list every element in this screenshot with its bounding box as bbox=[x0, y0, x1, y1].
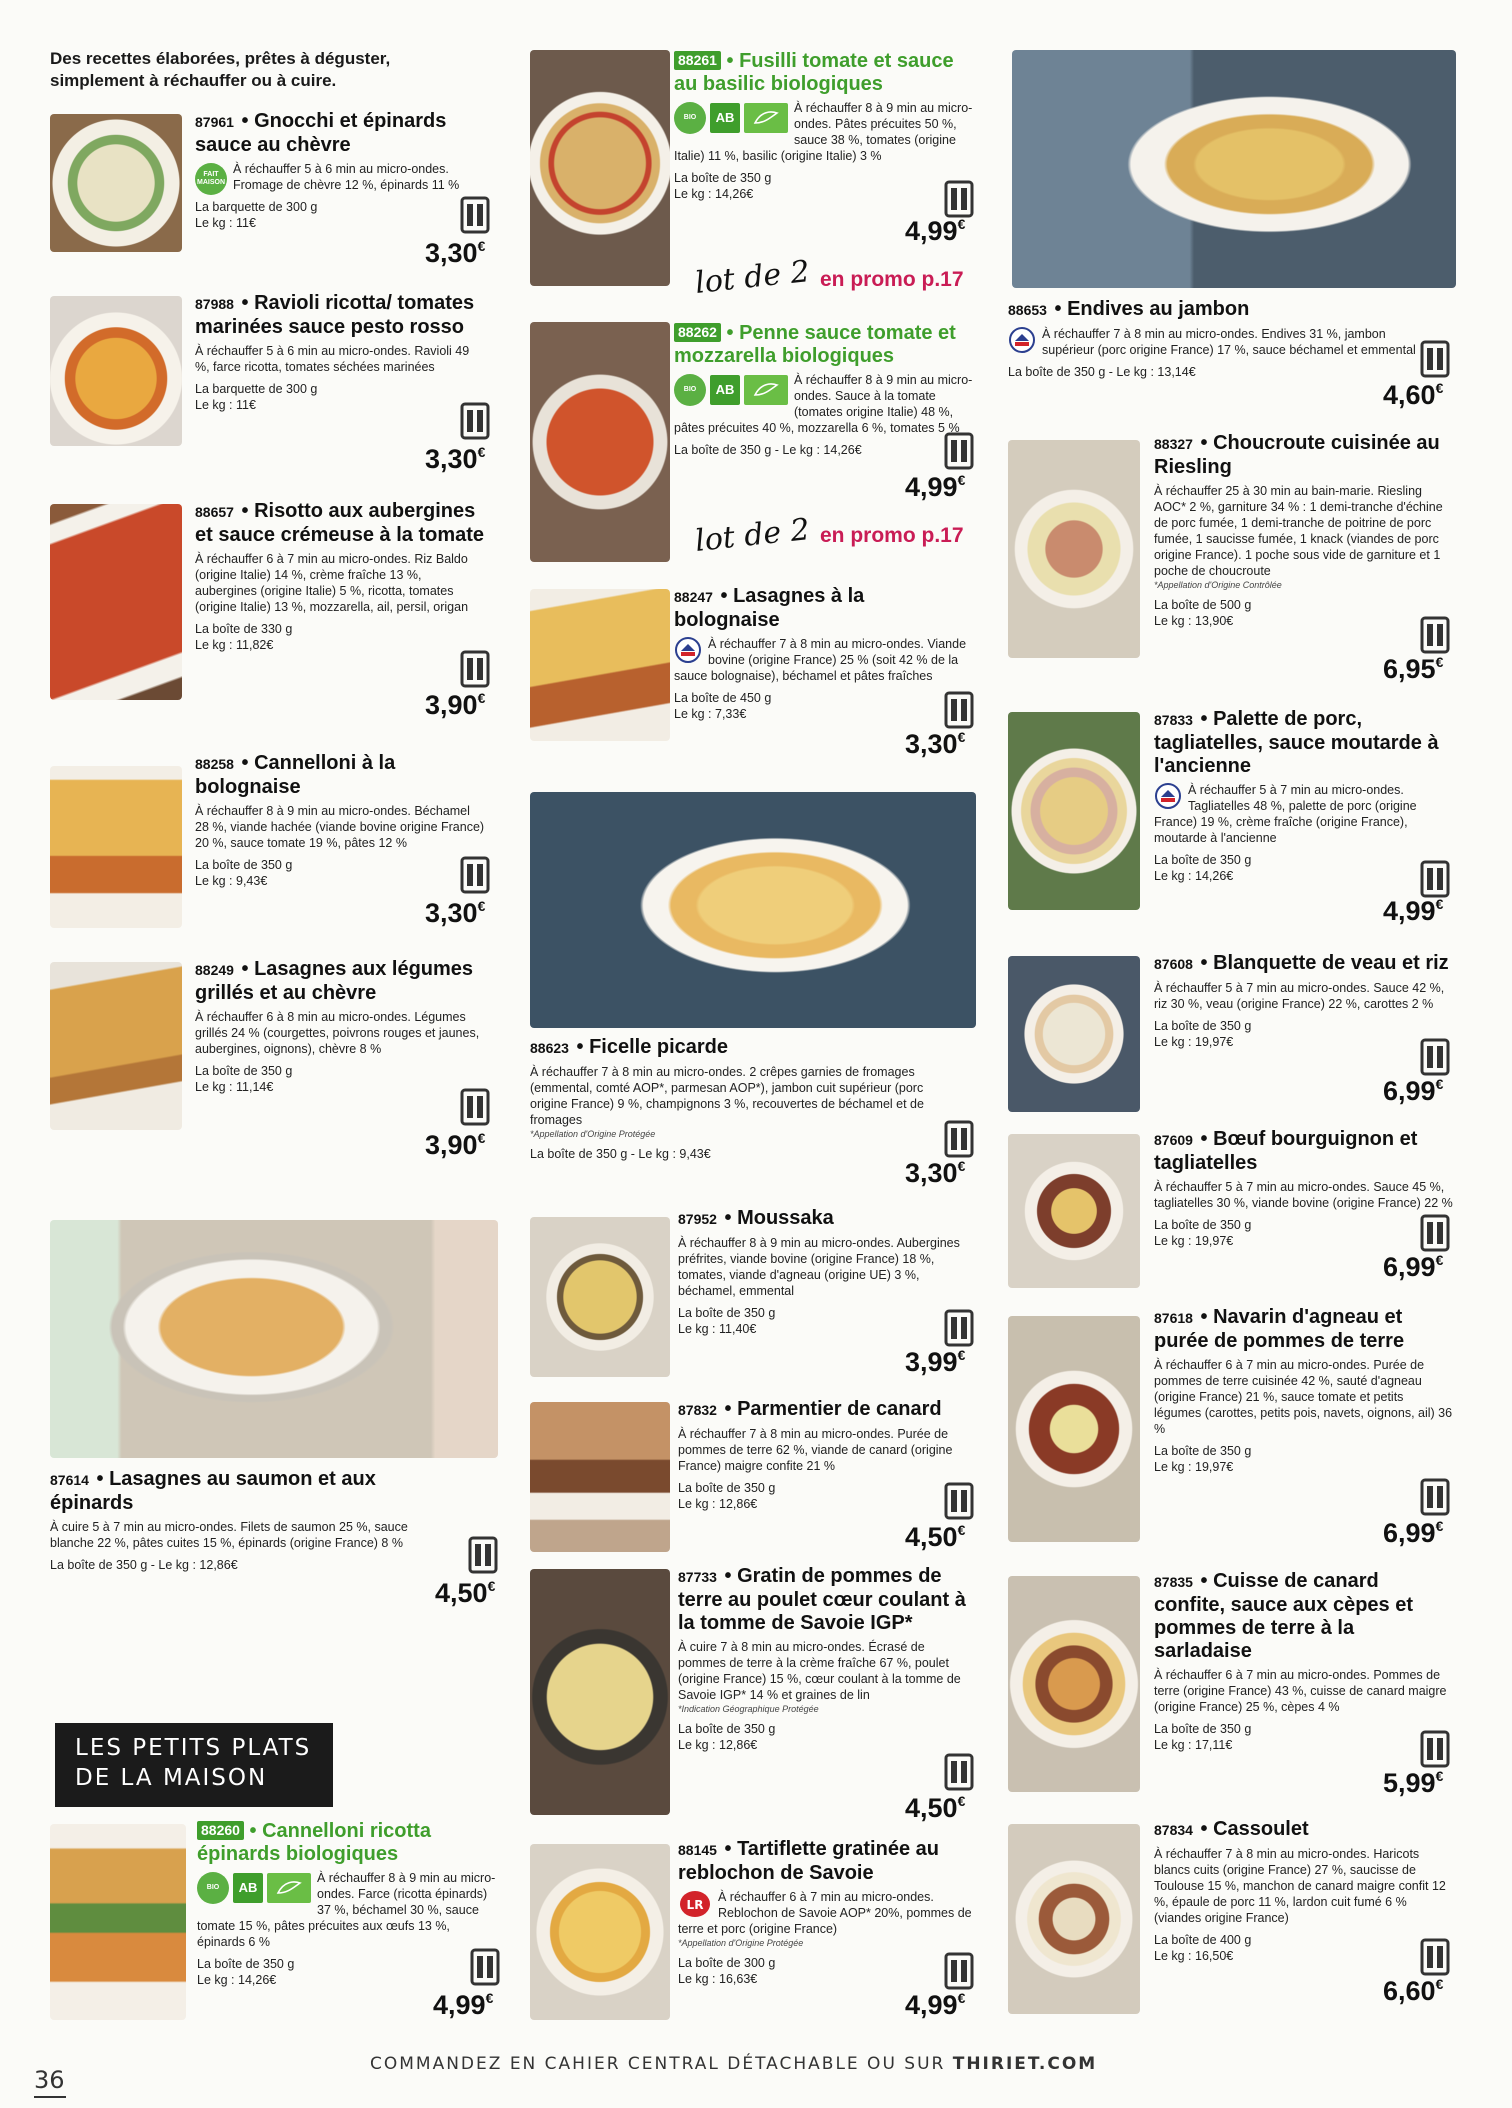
product-price-per-kg: Le kg : 11,40€ bbox=[678, 1322, 757, 1336]
product-boeuf-bourguignon[interactable] bbox=[1008, 1128, 1458, 1298]
product-navarin[interactable] bbox=[1008, 1306, 1458, 1556]
product-description: À réchauffer 5 à 7 min au micro-ondes. Sauce 42 %, riz 30 %, veau (origine France) 22 %, carottes 2 % bbox=[1154, 981, 1445, 1011]
product-price-per-kg: Le kg : 12,86€ bbox=[678, 1497, 758, 1511]
product-tartiflette[interactable] bbox=[530, 1838, 980, 2028]
product-price-per-kg: Le kg : 14,26€ bbox=[674, 187, 754, 201]
product-description: À réchauffer 7 à 8 min au micro-ondes. Viande bovine (origine France) 25 % (soit 42 % de la sauce bolognaise), béchamel et pâtes fraîches bbox=[674, 637, 967, 683]
product-price: 4,99€ bbox=[905, 1990, 966, 2020]
product-title: 87835 • Cuisse de canard confite, sauce aux cèpes et pommes de terre à la sarladaise bbox=[1154, 1570, 1414, 1662]
product-pack: La boîte de 350 g bbox=[678, 1306, 776, 1320]
bio-logos bbox=[674, 102, 788, 134]
product-footnote: *Appellation d'Origine Protégée bbox=[678, 1938, 804, 1948]
product-price: 6,60€ bbox=[1383, 1976, 1444, 2006]
product-description: À cuire 5 à 7 min au micro-ondes. Filets de saumon 25 %, sauce blanche 22 %, pâtes cuites 15 %, épinards (origine France) 8 % bbox=[50, 1520, 408, 1550]
product-description: À réchauffer 5 à 6 min au micro-ondes. Ravioli 49 %, farce ricotta, tomates séchées marinées bbox=[195, 344, 470, 374]
product-photo bbox=[1008, 1316, 1140, 1542]
product-description: À réchauffer 8 à 9 min au micro-ondes. Aubergines préfrites, viande bovine (origine France) 18 %, tomates, viande d'agneau (origine UE) 3 %, béchamel, emmental bbox=[678, 1236, 960, 1298]
product-description: À réchauffer 5 à 7 min au micro-ondes. Tagliatelles 48 %, palette de porc (origine France) 19 %, crème fraîche (origine France), moutarde à l'ancienne bbox=[1154, 783, 1417, 845]
product-pack: La boîte de 350 g bbox=[1154, 1722, 1252, 1736]
product-title: 87834 • Cassoulet bbox=[1154, 1818, 1309, 1840]
product-price: 4,60€ bbox=[1383, 380, 1444, 410]
product-photo bbox=[530, 50, 670, 286]
product-photo bbox=[530, 792, 976, 1028]
product-description: À réchauffer 25 à 30 min au bain-marie. Riesling AOC* 2 %, garniture 34 % : 1 demi-tranche d'échine de porc fumée, 1 demi-tranche de poitrine de porc fumée, 1 saucisse fumée, 1 knack (viandes de porc origine France). 1 poche sous vide de garniture et 1 poche de choucroute bbox=[1154, 484, 1443, 578]
product-price: 4,99€ bbox=[1383, 896, 1444, 926]
product-fusilli[interactable] bbox=[530, 50, 980, 310]
product-price: 6,95€ bbox=[1383, 654, 1444, 684]
product-pack: La boîte de 350 g bbox=[678, 1481, 776, 1495]
product-photo bbox=[50, 114, 182, 252]
product-title: 87961 • Gnocchi et épinards sauce au chèvre bbox=[195, 110, 447, 156]
product-photo bbox=[530, 589, 670, 741]
product-pack: La boîte de 350 g bbox=[674, 171, 772, 185]
product-pack: La boîte de 350 g bbox=[195, 1064, 293, 1078]
product-description: À réchauffer 7 à 8 min au micro-ondes. Purée de pommes de terre 62 %, viande de canard (origine France) maigre confite 21 % bbox=[678, 1427, 953, 1473]
microwave-icon bbox=[470, 1948, 500, 1986]
product-price-per-kg: Le kg : 19,97€ bbox=[1154, 1234, 1234, 1248]
microwave-icon bbox=[944, 1952, 974, 1990]
product-lasagnes-bolognaise[interactable] bbox=[530, 585, 980, 785]
product-title: 88262 • Penne sauce tomate et mozzarella biologiques bbox=[674, 322, 956, 367]
product-price-per-kg: Le kg : 16,63€ bbox=[678, 1972, 758, 1986]
product-title: 87733 • Gratin de pommes de terre au poulet cœur coulant à la tomme de Savoie IGP* bbox=[678, 1565, 966, 1634]
viande-francaise-logo bbox=[674, 636, 702, 664]
product-title: 88260 • Cannelloni ricotta épinards biologiques bbox=[197, 1820, 431, 1865]
product-description: À réchauffer 6 à 7 min au micro-ondes. Pommes de terre (origine France) 43 %, cuisse de canard maigre (origine France) 25 %, cèpes 4 % bbox=[1154, 1668, 1447, 1714]
product-price: 6,99€ bbox=[1383, 1076, 1444, 1106]
product-risotto[interactable] bbox=[50, 500, 490, 730]
product-price: 4,99€ bbox=[433, 1990, 494, 2020]
product-title: 87952 • Moussaka bbox=[678, 1207, 834, 1229]
product-description: À réchauffer 6 à 8 min au micro-ondes. Légumes grillés 24 % (courgettes, poivrons rouges et jaunes, aubergines, oignons), chèvre 8 % bbox=[195, 1010, 480, 1056]
product-photo bbox=[1008, 956, 1140, 1112]
microwave-icon bbox=[1420, 616, 1450, 654]
microwave-icon bbox=[1420, 340, 1450, 378]
product-pack: La boîte de 350 g bbox=[1154, 1218, 1252, 1232]
microwave-icon bbox=[944, 432, 974, 470]
product-price-per-kg: Le kg : 7,33€ bbox=[674, 707, 747, 721]
product-pack: La boîte de 350 g bbox=[1154, 853, 1252, 867]
product-title: 88258 • Cannelloni à la bolognaise bbox=[195, 752, 396, 798]
viande-francaise-logo bbox=[1008, 326, 1036, 354]
svg-text:LR: LR bbox=[686, 1898, 704, 1912]
product-pack: La boîte de 350 g bbox=[678, 1722, 776, 1736]
product-title: 87614 • Lasagnes au saumon et aux épinards bbox=[50, 1468, 376, 1514]
label-rouge-logo bbox=[678, 1889, 712, 1919]
product-title: 88261 • Fusilli tomate et sauce au basilic biologiques bbox=[674, 50, 954, 95]
product-footnote: *Appellation d'Origine Contrôlée bbox=[1154, 580, 1282, 590]
microwave-icon bbox=[468, 1536, 498, 1574]
product-photo bbox=[50, 962, 182, 1130]
product-moussaka[interactable] bbox=[530, 1207, 980, 1392]
product-photo bbox=[530, 1569, 670, 1815]
product-description: À réchauffer 8 à 9 min au micro-ondes. Sauce à la tomate (tomates origine Italie) 48 %, pâtes précuites 40 %, mozzarella 6 %, tomates 5 % bbox=[674, 373, 973, 435]
product-gratin-poulet[interactable] bbox=[530, 1565, 980, 1835]
product-description: À réchauffer 7 à 8 min au micro-ondes. Endives 31 %, jambon supérieur (porc origine France) 17 %, sauce béchamel et emmental bbox=[1042, 327, 1416, 357]
product-pack: La barquette de 300 g bbox=[195, 200, 318, 214]
product-blanquette[interactable] bbox=[1008, 952, 1458, 1122]
microwave-icon bbox=[1420, 1214, 1450, 1252]
microwave-icon bbox=[944, 1309, 974, 1347]
product-pack: La barquette de 300 g bbox=[195, 382, 318, 396]
product-title: 87618 • Navarin d'agneau et purée de pommes de terre bbox=[1154, 1306, 1405, 1352]
product-pack: La boîte de 330 g bbox=[195, 622, 293, 636]
product-pack: La boîte de 350 g - Le kg : 14,26€ bbox=[674, 443, 862, 457]
product-photo bbox=[1008, 1576, 1140, 1792]
product-title: 88247 • Lasagnes à la bolognaise bbox=[674, 585, 865, 631]
product-price-per-kg: Le kg : 17,11€ bbox=[1154, 1738, 1233, 1752]
product-description: À réchauffer 7 à 8 min au micro-ondes. Haricots blancs cuits (origine France) 27 %, saucisse de Toulouse 15 %, manchon de canard maigre confit 12 %, épaule de porc 11 %, lardon cuit fumé 6 % (viandes origine France) bbox=[1154, 1847, 1446, 1925]
product-description: À réchauffer 8 à 9 min au micro-ondes. Pâtes précuites 50 %, sauce 38 %, tomates (origine Italie) 11 %, basilic (origine Italie) 3 % bbox=[674, 101, 973, 163]
product-price-per-kg: Le kg : 16,50€ bbox=[1154, 1949, 1234, 1963]
product-price: 5,99€ bbox=[1383, 1768, 1444, 1798]
fabrique-en-france-logo: BIO bbox=[197, 1872, 229, 1904]
product-price: 4,50€ bbox=[905, 1522, 966, 1552]
promo-link[interactable]: en promo p.17 bbox=[820, 524, 964, 547]
product-photo bbox=[1008, 1134, 1140, 1288]
microwave-icon bbox=[1420, 1038, 1450, 1076]
product-endives[interactable] bbox=[1008, 50, 1458, 420]
product-price: 3,90€ bbox=[425, 690, 486, 720]
product-price: 4,99€ bbox=[905, 216, 966, 246]
ab-logo: AB bbox=[710, 103, 740, 133]
microwave-icon bbox=[460, 196, 490, 234]
product-footnote: *Appellation d'Origine Protégée bbox=[530, 1129, 656, 1139]
page-number-underline bbox=[34, 2096, 66, 2098]
product-title: 88657 • Risotto aux aubergines et sauce crémeuse à la tomate bbox=[195, 500, 485, 546]
product-title: 87609 • Bœuf bourguignon et tagliatelles bbox=[1154, 1128, 1418, 1174]
product-price-per-kg: Le kg : 19,97€ bbox=[1154, 1460, 1234, 1474]
product-price-per-kg: Le kg : 11,82€ bbox=[195, 638, 274, 652]
microwave-icon bbox=[460, 650, 490, 688]
product-price: 3,99€ bbox=[905, 1347, 966, 1377]
section-banner: LES PETITS PLATS DE LA MAISON bbox=[55, 1723, 333, 1807]
product-pack: La boîte de 400 g bbox=[1154, 1933, 1252, 1947]
microwave-icon bbox=[944, 180, 974, 218]
microwave-icon bbox=[1420, 1730, 1450, 1768]
product-cuisse-canard[interactable] bbox=[1008, 1570, 1458, 1810]
product-description: À réchauffer 5 à 6 min au micro-ondes. Fromage de chèvre 12 %, épinards 11 % bbox=[233, 162, 460, 192]
product-lasagnes-legumes[interactable] bbox=[50, 958, 490, 1168]
product-photo bbox=[1008, 1824, 1140, 2014]
product-price: 3,30€ bbox=[425, 444, 486, 474]
product-photo bbox=[1008, 440, 1140, 658]
product-pack: La boîte de 350 g bbox=[1154, 1019, 1252, 1033]
product-price: 4,99€ bbox=[905, 472, 966, 502]
product-photo bbox=[50, 1220, 498, 1458]
product-pack: La boîte de 300 g bbox=[678, 1956, 776, 1970]
product-ravioli[interactable] bbox=[50, 292, 490, 472]
product-title: 87833 • Palette de porc, tagliatelles, sauce moutarde à l'ancienne bbox=[1154, 708, 1439, 777]
viande-francaise-logo bbox=[1154, 782, 1182, 810]
product-description: À réchauffer 7 à 8 min au micro-ondes. 2 crêpes garnies de fromages (emmental, comté AOP*, parmesan AOP*), jambon cuit supérieur (porc origine France) 9 %, champignons 3 %, recouvertes de béchamel et de fromages bbox=[530, 1065, 924, 1127]
product-photo bbox=[530, 1217, 670, 1377]
product-description: À cuire 7 à 8 min au micro-ondes. Écrasé de pommes de terre à la crème fraîche 67 %, poulet (origine France) 15 %, cœur coulant à la tomme de Savoie IGP* 14 % et graines de lin bbox=[678, 1640, 961, 1702]
product-photo bbox=[50, 1824, 186, 2020]
microwave-icon bbox=[1420, 1938, 1450, 1976]
microwave-icon bbox=[944, 1753, 974, 1791]
product-pack: La boîte de 350 g - Le kg : 9,43€ bbox=[530, 1147, 711, 1161]
microwave-icon bbox=[460, 1088, 490, 1126]
bio-logos bbox=[674, 374, 788, 406]
product-description: À réchauffer 6 à 7 min au micro-ondes. Purée de pommes de terre cuisinée 42 %, sauté d'agneau (origine France) 21 %, sauce tomate et petits légumes (carottes, petits pois, navets, oignons, ail) 36 % bbox=[1154, 1358, 1453, 1436]
product-price-per-kg: Le kg : 19,97€ bbox=[1154, 1035, 1234, 1049]
product-price: 6,99€ bbox=[1383, 1518, 1444, 1548]
bio-logos bbox=[197, 1872, 311, 1904]
product-title: 88653 • Endives au jambon bbox=[1008, 298, 1250, 320]
product-pack: La boîte de 350 g bbox=[1154, 1444, 1252, 1458]
product-price: 3,30€ bbox=[425, 898, 486, 928]
product-description: À réchauffer 5 à 7 min au micro-ondes. Sauce 45 %, tagliatelles 30 %, viande bovine (origine France) 22 % bbox=[1154, 1180, 1453, 1210]
product-pack: La boîte de 350 g bbox=[197, 1957, 295, 1971]
product-price-per-kg: Le kg : 13,90€ bbox=[1154, 614, 1234, 628]
microwave-icon bbox=[460, 402, 490, 440]
microwave-icon bbox=[1420, 860, 1450, 898]
product-pack: La boîte de 450 g bbox=[674, 691, 772, 705]
product-photo bbox=[50, 504, 182, 700]
product-description: À réchauffer 8 à 9 min au micro-ondes. Farce (ricotta épinards) 37 %, béchamel 30 %, sauce tomate 15 %, pâtes précuites aux œufs 13 %, épinards 6 % bbox=[197, 1871, 496, 1949]
website-link[interactable]: THIRIET.COM bbox=[952, 2054, 1098, 2074]
product-pack: La boîte de 350 g bbox=[195, 858, 293, 872]
product-price: 4,50€ bbox=[905, 1793, 966, 1823]
microwave-icon bbox=[1420, 1478, 1450, 1516]
fabrique-en-france-logo: FAIT MAISON bbox=[195, 163, 227, 195]
product-price: 3,90€ bbox=[425, 1130, 486, 1160]
lot-de-2-label: lot de 2 bbox=[693, 254, 812, 301]
product-photo bbox=[530, 1844, 670, 2020]
product-parmentier[interactable] bbox=[530, 1398, 980, 1563]
product-title: 88249 • Lasagnes aux légumes grillés et au chèvre bbox=[195, 958, 474, 1004]
page-number: 36 bbox=[34, 2066, 65, 2094]
product-price-per-kg: Le kg : 9,43€ bbox=[195, 874, 268, 888]
product-palette-porc[interactable] bbox=[1008, 708, 1458, 938]
product-footnote: *Indication Géographique Protégée bbox=[678, 1704, 819, 1714]
intro-text: Des recettes élaborées, prêtes à déguster, simplement à réchauffer ou à cuire. bbox=[50, 49, 391, 90]
fabrique-en-france-logo: BIO bbox=[674, 374, 706, 406]
product-description: À réchauffer 6 à 7 min au micro-ondes. Reblochon de Savoie AOP* 20%, pommes de terre et porc (origine France) bbox=[678, 1890, 972, 1936]
eu-organic-leaf-icon bbox=[744, 375, 788, 405]
product-description: À réchauffer 8 à 9 min au micro-ondes. Béchamel 28 %, viande hachée (viande bovine origine France) 20 %, sauce tomate 19 %, pâtes 12 % bbox=[195, 804, 485, 850]
product-photo bbox=[530, 322, 670, 562]
lot-de-2-label: lot de 2 bbox=[693, 512, 812, 559]
product-price-per-kg: Le kg : 14,26€ bbox=[197, 1973, 277, 1987]
microwave-icon bbox=[944, 1482, 974, 1520]
product-price: 6,99€ bbox=[1383, 1252, 1444, 1282]
product-price-per-kg: Le kg : 11€ bbox=[195, 398, 256, 412]
product-cannelloni-bolognaise[interactable] bbox=[50, 752, 490, 942]
product-price: 3,30€ bbox=[905, 1158, 966, 1188]
product-price-per-kg: Le kg : 11,14€ bbox=[195, 1080, 274, 1094]
product-penne[interactable] bbox=[530, 322, 980, 572]
product-title: 88145 • Tartiflette gratinée au reblochon de Savoie bbox=[678, 1838, 939, 1884]
product-pack: La boîte de 350 g - Le kg : 12,86€ bbox=[50, 1558, 238, 1572]
product-title: 88327 • Choucroute cuisinée au Riesling bbox=[1154, 432, 1440, 478]
microwave-icon bbox=[944, 1120, 974, 1158]
product-pack: La boîte de 500 g bbox=[1154, 598, 1252, 612]
ab-logo: AB bbox=[233, 1873, 263, 1903]
product-title: 87608 • Blanquette de veau et riz bbox=[1154, 952, 1449, 974]
product-photo bbox=[1008, 712, 1140, 910]
product-title: 88623 • Ficelle picarde bbox=[530, 1036, 729, 1058]
product-title: 87988 • Ravioli ricotta/ tomates marinées sauce pesto rosso bbox=[195, 292, 475, 338]
product-description: À réchauffer 6 à 7 min au micro-ondes. Riz Baldo (origine Italie) 14 %, crème fraîche 13 %, aubergines (origine Italie) 5 %, ricotta, tomates (origine Italie) 13 %, mozzarella, ail, persil, origan bbox=[195, 552, 469, 614]
product-price-per-kg: Le kg : 11€ bbox=[195, 216, 256, 230]
product-photo bbox=[1012, 50, 1456, 288]
product-price: 3,30€ bbox=[905, 729, 966, 759]
product-cannelloni-ricotta[interactable] bbox=[50, 1820, 500, 2025]
product-pack: La boîte de 350 g - Le kg : 13,14€ bbox=[1008, 365, 1196, 379]
microwave-icon bbox=[460, 856, 490, 894]
product-price-per-kg: Le kg : 12,86€ bbox=[678, 1738, 758, 1752]
ab-logo: AB bbox=[710, 375, 740, 405]
product-choucroute[interactable] bbox=[1008, 432, 1458, 702]
footer-order-text: COMMANDEZ EN CAHIER CENTRAL DÉTACHABLE OU SUR THIRIET.COM bbox=[370, 2054, 1098, 2074]
product-photo bbox=[50, 766, 182, 928]
product-gnocchi[interactable] bbox=[50, 110, 490, 280]
fabrique-en-france-logo: BIO bbox=[674, 102, 706, 134]
product-photo bbox=[530, 1402, 670, 1552]
eu-organic-leaf-icon bbox=[744, 103, 788, 133]
product-price: 3,30€ bbox=[425, 238, 486, 268]
product-lasagnes-saumon[interactable] bbox=[50, 1220, 500, 1620]
product-ficelle-picarde[interactable] bbox=[530, 792, 980, 1202]
product-price: 4,50€ bbox=[435, 1578, 496, 1608]
product-photo bbox=[50, 296, 182, 446]
microwave-icon bbox=[944, 691, 974, 729]
promo-link[interactable]: en promo p.17 bbox=[820, 268, 964, 291]
product-cassoulet[interactable] bbox=[1008, 1818, 1458, 2028]
eu-organic-leaf-icon bbox=[267, 1873, 311, 1903]
product-price-per-kg: Le kg : 14,26€ bbox=[1154, 869, 1234, 883]
product-title: 87832 • Parmentier de canard bbox=[678, 1398, 942, 1420]
